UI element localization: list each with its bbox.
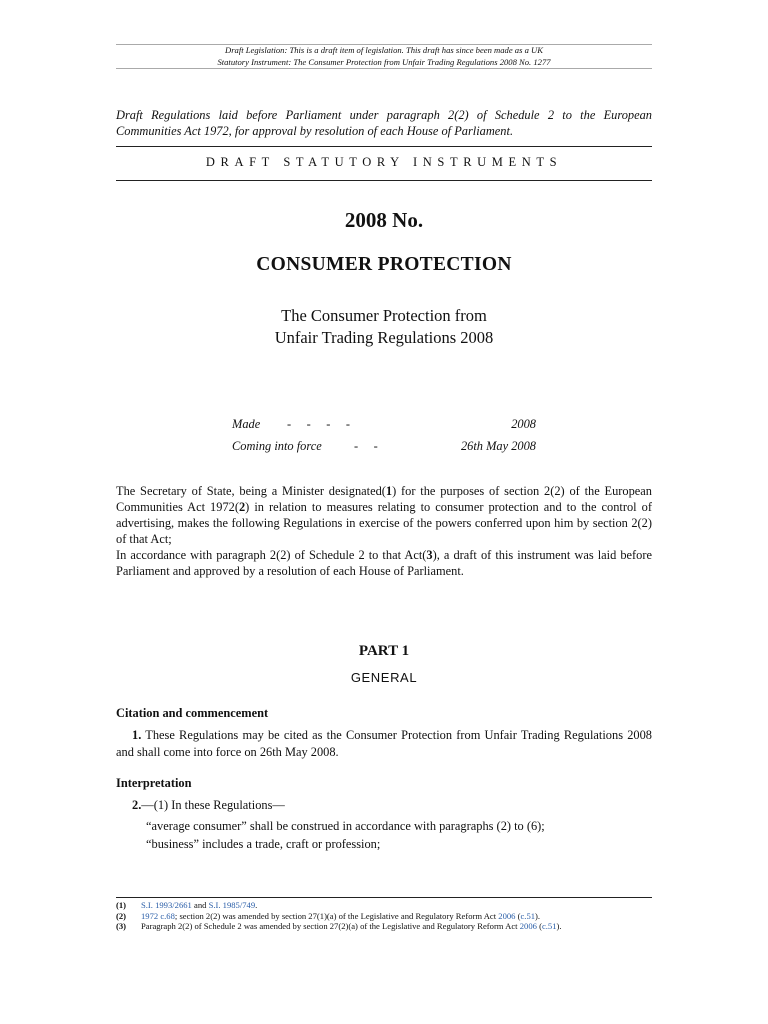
footnote-3 — [116, 921, 652, 932]
category-heading: DRAFT STATUTORY INSTRUMENTS — [205, 155, 563, 169]
footnote-ref-3[interactable]: 3 — [426, 548, 433, 562]
footnote-2-text — [141, 911, 540, 922]
footnote-2-link-3[interactable]: c.51 — [520, 910, 536, 921]
made-row — [232, 417, 536, 433]
footnote-3-post: ). — [556, 921, 562, 931]
footnote-2 — [116, 911, 652, 922]
subject-heading: CONSUMER PROTECTION — [256, 254, 512, 275]
regulation-1-number: 1. — [132, 728, 142, 742]
si-number: 2008 No. — [344, 208, 424, 232]
made-dashes: - - - - — [287, 417, 350, 431]
footnote-2-link-1[interactable]: 1972 c.68 — [141, 910, 175, 921]
force-row — [232, 439, 536, 455]
interpretation-heading: Interpretation — [116, 776, 192, 790]
footnote-3-pre: Paragraph 2(2) of Schedule 2 was amended by section 27(2)(a) of the Legislative and Regulatory Reform Act — [141, 921, 520, 931]
footnote-rule — [116, 897, 652, 898]
recital-2 — [116, 547, 652, 579]
banner-line-2: Statutory Instrument: The Consumer Protection from Unfair Trading Regulations 2008 No. 1277 — [217, 57, 551, 67]
footnote-3-number: (3) — [116, 921, 127, 931]
footnotes — [116, 900, 652, 932]
title-line-1: The Consumer Protection from — [281, 306, 487, 325]
recital-1-text-c: ) in relation to measures relating to consumer protection and to the control of advertising, makes the following Regulations in exercise of the powers conferred upon him by section 2(2) of that Act; — [116, 500, 652, 546]
footnote-ref-1[interactable]: 1 — [385, 484, 393, 498]
definition-average-consumer: “average consumer” shall be construed in accordance with paragraphs (2) to (6); — [146, 819, 545, 833]
footnote-1-number: (1) — [116, 900, 127, 910]
footnote-1-mid: and — [191, 900, 209, 910]
recital-2-text-a: In accordance with paragraph 2(2) of Schedule 2 to that Act( — [116, 548, 427, 562]
regulation-2-text: —(1) In these Regulations— — [141, 798, 285, 812]
banner-bottom-rule — [116, 68, 652, 69]
part-name: GENERAL — [350, 670, 418, 685]
regulation-2 — [132, 797, 652, 814]
footnote-1-link-2[interactable]: S.I. 1985/749 — [208, 900, 256, 910]
footnote-1-text — [141, 900, 257, 911]
footnote-3-link-1[interactable]: 2006 — [519, 921, 537, 931]
footnote-1-post: . — [255, 900, 258, 910]
footnote-3-text — [141, 921, 562, 932]
draft-banner — [116, 44, 652, 68]
footnote-2-post: ( — [515, 910, 521, 921]
banner-line-1: Draft Legislation: This is a draft item of legislation. This draft has since been made as a UK — [225, 45, 543, 55]
recital-2-text-b: ), a draft of this instrument was laid before Parliament and approved by a resolution of each House of Parliament. — [116, 548, 653, 578]
footnote-3-mid: ( — [536, 921, 542, 931]
category-bottom-rule — [116, 180, 652, 181]
footnote-1 — [116, 900, 652, 911]
made-label: Made — [232, 417, 261, 431]
force-dashes: - - — [354, 439, 378, 453]
recital-1-text-a: The Secretary of State, being a Minister designated( — [116, 484, 386, 498]
footnote-2-tail: ). — [535, 910, 541, 921]
recital-1 — [116, 483, 652, 547]
recitals — [116, 483, 652, 579]
regulation-1 — [116, 727, 652, 761]
instrument-title — [116, 305, 652, 349]
force-value: 26th May 2008 — [460, 439, 536, 453]
part-label: PART 1 — [358, 643, 410, 659]
footnote-2-mid: ; section 2(2) was amended by section 27(1)(a) of the Legislative and Regulatory Reform Act — [174, 910, 499, 921]
category-top-rule — [116, 146, 652, 147]
regulation-1-text: These Regulations may be cited as the Consumer Protection from Unfair Trading Regulations 2008 and shall come into force on 26th May 2008. — [116, 728, 653, 759]
footnote-ref-2[interactable]: 2 — [238, 500, 246, 514]
title-line-2: Unfair Trading Regulations 2008 — [274, 328, 494, 347]
citation-heading: Citation and commencement — [116, 706, 269, 720]
recital-1-text-b: ) for the purposes of section 2(2) of the European Communities Act 1972( — [116, 484, 652, 514]
footnote-2-link-2[interactable]: 2006 — [498, 910, 516, 921]
made-value: 2008 — [511, 417, 536, 431]
definition-business: “business” includes a trade, craft or profession; — [146, 837, 381, 851]
force-label: Coming into force — [232, 439, 322, 453]
footnote-1-link-1[interactable]: S.I. 1993/2661 — [141, 900, 192, 910]
preamble-text: Draft Regulations laid before Parliament under paragraph 2(2) of Schedule 2 to the European Communities Act 1972, for approval by resolution of each House of Parliament. — [116, 108, 652, 138]
footnote-3-link-2[interactable]: c.51 — [541, 921, 557, 931]
footnote-2-number: (2) — [116, 910, 127, 921]
regulation-2-number: 2. — [132, 798, 142, 812]
